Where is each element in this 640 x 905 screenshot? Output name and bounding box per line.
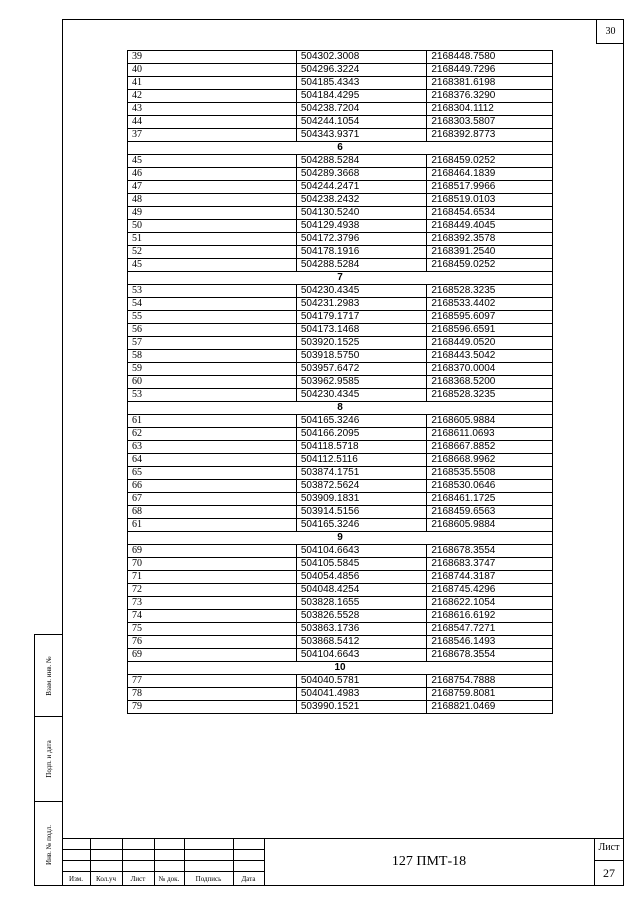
stamp-header-kol: Кол.уч — [96, 874, 116, 883]
x-coordinate: 504041.4983 — [296, 688, 427, 701]
point-number: 78 — [128, 688, 297, 701]
table-row — [128, 415, 553, 428]
table-row — [128, 129, 553, 142]
table-row — [128, 64, 553, 77]
point-number: 41 — [128, 77, 297, 90]
y-coordinate: 2168611.0693 — [427, 428, 553, 441]
y-coordinate: 2168546.1493 — [427, 636, 553, 649]
table-row — [128, 181, 553, 194]
x-coordinate: 504184.4295 — [296, 90, 427, 103]
x-coordinate: 504302.3008 — [296, 51, 427, 64]
x-coordinate: 504104.6643 — [296, 649, 427, 662]
x-coordinate: 503872.5624 — [296, 480, 427, 493]
y-coordinate: 2168533.4402 — [427, 298, 553, 311]
point-number: 65 — [128, 467, 297, 480]
table-row — [128, 597, 553, 610]
point-number: 63 — [128, 441, 297, 454]
point-number: 71 — [128, 571, 297, 584]
x-coordinate: 504289.3668 — [296, 168, 427, 181]
y-coordinate: 2168303.5807 — [427, 116, 553, 129]
table-row — [128, 480, 553, 493]
point-number: 67 — [128, 493, 297, 506]
table-row — [128, 636, 553, 649]
x-coordinate: 503909.1831 — [296, 493, 427, 506]
x-coordinate: 503826.5528 — [296, 610, 427, 623]
point-number: 53 — [128, 285, 297, 298]
side-cell-podp — [35, 717, 62, 802]
x-coordinate: 504165.3246 — [296, 519, 427, 532]
table-row — [128, 90, 553, 103]
point-number: 51 — [128, 233, 297, 246]
document-code: 127 ПМТ-18 — [391, 854, 467, 869]
side-cell-inv — [35, 802, 62, 887]
y-coordinate: 2168449.4045 — [427, 220, 553, 233]
point-number: 59 — [128, 363, 297, 376]
point-number: 76 — [128, 636, 297, 649]
x-coordinate: 504178.1916 — [296, 246, 427, 259]
group-header-row — [128, 272, 553, 285]
table-row — [128, 649, 553, 662]
x-coordinate: 504185.4343 — [296, 77, 427, 90]
y-coordinate: 2168678.3554 — [427, 545, 553, 558]
x-coordinate: 504166.2095 — [296, 428, 427, 441]
table-row — [128, 376, 553, 389]
table-row — [128, 584, 553, 597]
x-coordinate: 504231.2983 — [296, 298, 427, 311]
y-coordinate: 2168745.4296 — [427, 584, 553, 597]
x-coordinate: 503918.5750 — [296, 350, 427, 363]
point-number: 75 — [128, 623, 297, 636]
x-coordinate: 504244.1054 — [296, 116, 427, 129]
table-row — [128, 701, 553, 714]
point-number: 79 — [128, 701, 297, 714]
point-number: 43 — [128, 103, 297, 116]
x-coordinate: 503874.1751 — [296, 467, 427, 480]
title-block — [62, 838, 624, 886]
table-row — [128, 454, 553, 467]
x-coordinate: 504230.4345 — [296, 389, 427, 402]
group-header-row — [128, 532, 553, 545]
sheet-label: Лист — [598, 842, 620, 853]
stamp-header-izm: Изм. — [69, 874, 83, 883]
y-coordinate: 2168754.7888 — [427, 675, 553, 688]
y-coordinate: 2168595.6097 — [427, 311, 553, 324]
x-coordinate: 503962.9585 — [296, 376, 427, 389]
point-number: 61 — [128, 519, 297, 532]
y-coordinate: 2168449.0520 — [427, 337, 553, 350]
group-number: 10 — [128, 662, 553, 675]
table-row — [128, 51, 553, 64]
group-number: 9 — [128, 532, 553, 545]
side-label-inv: Инв. № подл. — [44, 824, 53, 865]
sheet-number: 27 — [594, 860, 624, 886]
y-coordinate: 2168759.8081 — [427, 688, 553, 701]
stamp-header-list: Лист — [130, 874, 146, 883]
table-row — [128, 363, 553, 376]
point-number: 37 — [128, 129, 297, 142]
y-coordinate: 2168528.3235 — [427, 389, 553, 402]
table-row — [128, 571, 553, 584]
table-row — [128, 610, 553, 623]
group-header-row — [128, 142, 553, 155]
point-number: 47 — [128, 181, 297, 194]
x-coordinate: 504172.3796 — [296, 233, 427, 246]
x-coordinate: 504129.4938 — [296, 220, 427, 233]
table-row — [128, 246, 553, 259]
y-coordinate: 2168370.0004 — [427, 363, 553, 376]
point-number: 66 — [128, 480, 297, 493]
y-coordinate: 2168391.2540 — [427, 246, 553, 259]
x-coordinate: 504130.5240 — [296, 207, 427, 220]
y-coordinate: 2168368.5200 — [427, 376, 553, 389]
point-number: 56 — [128, 324, 297, 337]
table-row — [128, 311, 553, 324]
table-row — [128, 493, 553, 506]
point-number: 61 — [128, 415, 297, 428]
point-number: 52 — [128, 246, 297, 259]
y-coordinate: 2168392.8773 — [427, 129, 553, 142]
x-coordinate: 504165.3246 — [296, 415, 427, 428]
point-number: 54 — [128, 298, 297, 311]
side-label-podp: Подп. и дата — [44, 740, 53, 778]
y-coordinate: 2168443.5042 — [427, 350, 553, 363]
table-row — [128, 116, 553, 129]
point-number: 42 — [128, 90, 297, 103]
stamp-header-doc: № док. — [158, 874, 180, 883]
y-coordinate: 2168528.3235 — [427, 285, 553, 298]
point-number: 45 — [128, 155, 297, 168]
table-row — [128, 259, 553, 272]
y-coordinate: 2168459.6563 — [427, 506, 553, 519]
point-number: 69 — [128, 649, 297, 662]
x-coordinate: 504040.5781 — [296, 675, 427, 688]
x-coordinate: 504244.2471 — [296, 181, 427, 194]
x-coordinate: 504118.5718 — [296, 441, 427, 454]
table-row — [128, 623, 553, 636]
y-coordinate: 2168461.1725 — [427, 493, 553, 506]
y-coordinate: 2168530.0646 — [427, 480, 553, 493]
x-coordinate: 503868.5412 — [296, 636, 427, 649]
point-number: 53 — [128, 389, 297, 402]
x-coordinate: 503920.1525 — [296, 337, 427, 350]
table-row — [128, 168, 553, 181]
x-coordinate: 504238.2432 — [296, 194, 427, 207]
y-coordinate: 2168744.3187 — [427, 571, 553, 584]
x-coordinate: 504343.9371 — [296, 129, 427, 142]
point-number: 46 — [128, 168, 297, 181]
x-coordinate: 503957.6472 — [296, 363, 427, 376]
point-number: 70 — [128, 558, 297, 571]
x-coordinate: 504104.6643 — [296, 545, 427, 558]
x-coordinate: 503990.1521 — [296, 701, 427, 714]
y-coordinate: 2168454.6534 — [427, 207, 553, 220]
table-row — [128, 103, 553, 116]
x-coordinate: 504173.1468 — [296, 324, 427, 337]
point-number: 60 — [128, 376, 297, 389]
point-number: 72 — [128, 584, 297, 597]
y-coordinate: 2168668.9962 — [427, 454, 553, 467]
table-row — [128, 389, 553, 402]
table-row — [128, 324, 553, 337]
side-stamp-strip — [34, 634, 62, 886]
table-row — [128, 558, 553, 571]
table-row — [128, 77, 553, 90]
y-coordinate: 2168622.1054 — [427, 597, 553, 610]
table-row — [128, 350, 553, 363]
table-row — [128, 155, 553, 168]
x-coordinate: 503828.1655 — [296, 597, 427, 610]
y-coordinate: 2168464.1839 — [427, 168, 553, 181]
table-row — [128, 688, 553, 701]
y-coordinate: 2168821.0469 — [427, 701, 553, 714]
point-number: 50 — [128, 220, 297, 233]
point-number: 48 — [128, 194, 297, 207]
x-coordinate: 504179.1717 — [296, 311, 427, 324]
point-number: 45 — [128, 259, 297, 272]
table-row — [128, 545, 553, 558]
point-number: 58 — [128, 350, 297, 363]
table-row — [128, 233, 553, 246]
y-coordinate: 2168519.0103 — [427, 194, 553, 207]
group-header-row — [128, 402, 553, 415]
y-coordinate: 2168449.7296 — [427, 64, 553, 77]
side-cell-vzam — [35, 635, 62, 717]
point-number: 62 — [128, 428, 297, 441]
stamp-header-date: Дата — [241, 874, 256, 883]
table-row — [128, 298, 553, 311]
x-coordinate: 504230.4345 — [296, 285, 427, 298]
y-coordinate: 2168678.3554 — [427, 649, 553, 662]
y-coordinate: 2168616.6192 — [427, 610, 553, 623]
point-number: 57 — [128, 337, 297, 350]
group-number: 7 — [128, 272, 553, 285]
point-number: 44 — [128, 116, 297, 129]
y-coordinate: 2168304.1112 — [427, 103, 553, 116]
stamp-header-sign: Подпись — [195, 874, 222, 883]
y-coordinate: 2168448.7580 — [427, 51, 553, 64]
table-row — [128, 519, 553, 532]
table-row — [128, 220, 553, 233]
group-header-row — [128, 662, 553, 675]
group-number: 8 — [128, 402, 553, 415]
y-coordinate: 2168517.9966 — [427, 181, 553, 194]
x-coordinate: 504054.4856 — [296, 571, 427, 584]
point-number: 74 — [128, 610, 297, 623]
x-coordinate: 504105.5845 — [296, 558, 427, 571]
point-number: 55 — [128, 311, 297, 324]
y-coordinate: 2168605.9884 — [427, 415, 553, 428]
point-number: 69 — [128, 545, 297, 558]
y-coordinate: 2168381.6198 — [427, 77, 553, 90]
x-coordinate: 503863.1736 — [296, 623, 427, 636]
y-coordinate: 2168376.3290 — [427, 90, 553, 103]
y-coordinate: 2168667.8852 — [427, 441, 553, 454]
x-coordinate: 504288.5284 — [296, 259, 427, 272]
table-row — [128, 194, 553, 207]
y-coordinate: 2168392.3578 — [427, 233, 553, 246]
x-coordinate: 503914.5156 — [296, 506, 427, 519]
table-row — [128, 285, 553, 298]
point-number: 49 — [128, 207, 297, 220]
table-row — [128, 428, 553, 441]
point-number: 73 — [128, 597, 297, 610]
point-number: 68 — [128, 506, 297, 519]
x-coordinate: 504288.5284 — [296, 155, 427, 168]
table-row — [128, 337, 553, 350]
table-row — [128, 441, 553, 454]
y-coordinate: 2168605.9884 — [427, 519, 553, 532]
table-row — [128, 467, 553, 480]
y-coordinate: 2168683.3747 — [427, 558, 553, 571]
x-coordinate: 504238.7204 — [296, 103, 427, 116]
y-coordinate: 2168459.0252 — [427, 259, 553, 272]
y-coordinate: 2168535.5508 — [427, 467, 553, 480]
y-coordinate: 2168596.6591 — [427, 324, 553, 337]
table-row — [128, 675, 553, 688]
x-coordinate: 504048.4254 — [296, 584, 427, 597]
point-number: 39 — [128, 51, 297, 64]
x-coordinate: 504296.3224 — [296, 64, 427, 77]
x-coordinate: 504112.5116 — [296, 454, 427, 467]
coordinates-table — [127, 50, 553, 714]
point-number: 40 — [128, 64, 297, 77]
page-top-number: 30 — [596, 19, 624, 44]
y-coordinate: 2168547.7271 — [427, 623, 553, 636]
point-number: 64 — [128, 454, 297, 467]
table-row — [128, 506, 553, 519]
group-number: 6 — [128, 142, 553, 155]
point-number: 77 — [128, 675, 297, 688]
side-label-vzam: Взам. инв. № — [44, 655, 53, 696]
y-coordinate: 2168459.0252 — [427, 155, 553, 168]
table-row — [128, 207, 553, 220]
